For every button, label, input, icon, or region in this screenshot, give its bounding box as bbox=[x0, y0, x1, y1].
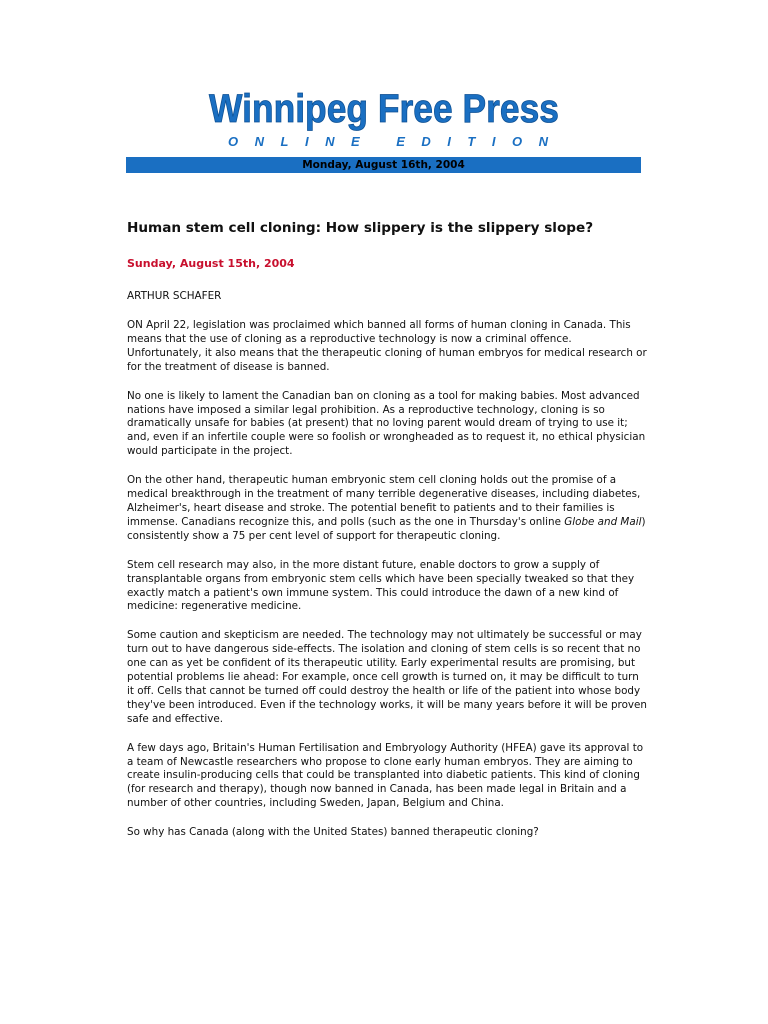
date-bar-text: Monday, August 16th, 2004 bbox=[302, 159, 465, 171]
paragraph: Stem cell research may also, in the more distant future, enable doctors to grow a supply of transplantable organs from embryonic stem cells which have been specially tweaked so that they exactly match a patient's own immune system. This could introduce the dawn of a new kind of medicine: regenerative medicine. bbox=[127, 558, 635, 613]
paragraph-text: ) consistently show a 75 per cent level of support for therapeutic cloning. bbox=[127, 515, 646, 542]
date-bar bbox=[126, 157, 641, 173]
paragraph: No one is likely to lament the Canadian ban on cloning as a tool for making babies. Most advanced nations have imposed a similar legal prohibition. As a reproductive technology, cloning is so dramatically unsafe for babies (at present) that no loving parent would dream of trying to use it; and, even if an infertile couple were so foolish or wrongheaded as to request it, no ethical physician would participate in the project. bbox=[127, 389, 646, 458]
paragraph-text: On the other hand, therapeutic human embryonic stem cell cloning holds out the promise of a medical breakthrough in the treatment of many terrible degenerative diseases, including diabetes, Alzheimer's, heart disease and stroke. The potential benefit to patients and to their families is immense. Canadians recognize this, and polls (such as the one in Thursday's online bbox=[127, 474, 641, 528]
paragraph: A few days ago, Britain's Human Fertilisation and Embryology Authority (HFEA) gave its approval to a team of Newcastle researchers who propose to clone early human embryos. They are aiming to create insulin-producing cells that could be transplanted into diabetic patients. This kind of cloning (for research and therapy), though now banned in Canada, has been made legal in Britain and a number of other countries, including Sweden, Japan, Belgium and China. bbox=[127, 741, 644, 810]
masthead-logo-graphic bbox=[206, 86, 562, 152]
article-byline: ARTHUR SCHAFER bbox=[127, 290, 222, 302]
masthead-title: Winnipeg Free Press bbox=[209, 87, 559, 131]
article-headline: Human stem cell cloning: How slippery is the slippery slope? bbox=[127, 220, 594, 236]
masthead-logo bbox=[206, 86, 562, 152]
article-date: Sunday, August 15th, 2004 bbox=[127, 257, 295, 270]
paragraph: Some caution and skepticism are needed. The technology may not ultimately be successful or may turn out to have dangerous side-effects. The isolation and cloning of stem cells is so recent that no one can as yet be confident of its therapeutic utility. Early experimental results are promising, but potential problems lie ahead: For example, once cell growth is turned on, it may be difficult to turn it off. Cells that cannot be turned off could destroy the health or life of the patient into whose body they've been introduced. Even if the technology works, it will be many years before it will be proven safe and effective. bbox=[127, 629, 647, 725]
paragraph: So why has Canada (along with the United States) banned therapeutic cloning? bbox=[127, 826, 539, 839]
article-body bbox=[127, 319, 647, 855]
paragraph: ON April 22, legislation was proclaimed which banned all forms of human cloning in Canada. This means that the use of cloning as a reproductive technology is now a criminal offence. Unfortunately, it also means that the therapeutic cloning of human embryos for medical research or for the treatment of disease is banned. bbox=[127, 319, 647, 373]
masthead-subtitle: ONLINE EDITION bbox=[228, 134, 548, 149]
publication-name: Globe and Mail bbox=[564, 515, 642, 528]
paragraph bbox=[127, 474, 647, 544]
